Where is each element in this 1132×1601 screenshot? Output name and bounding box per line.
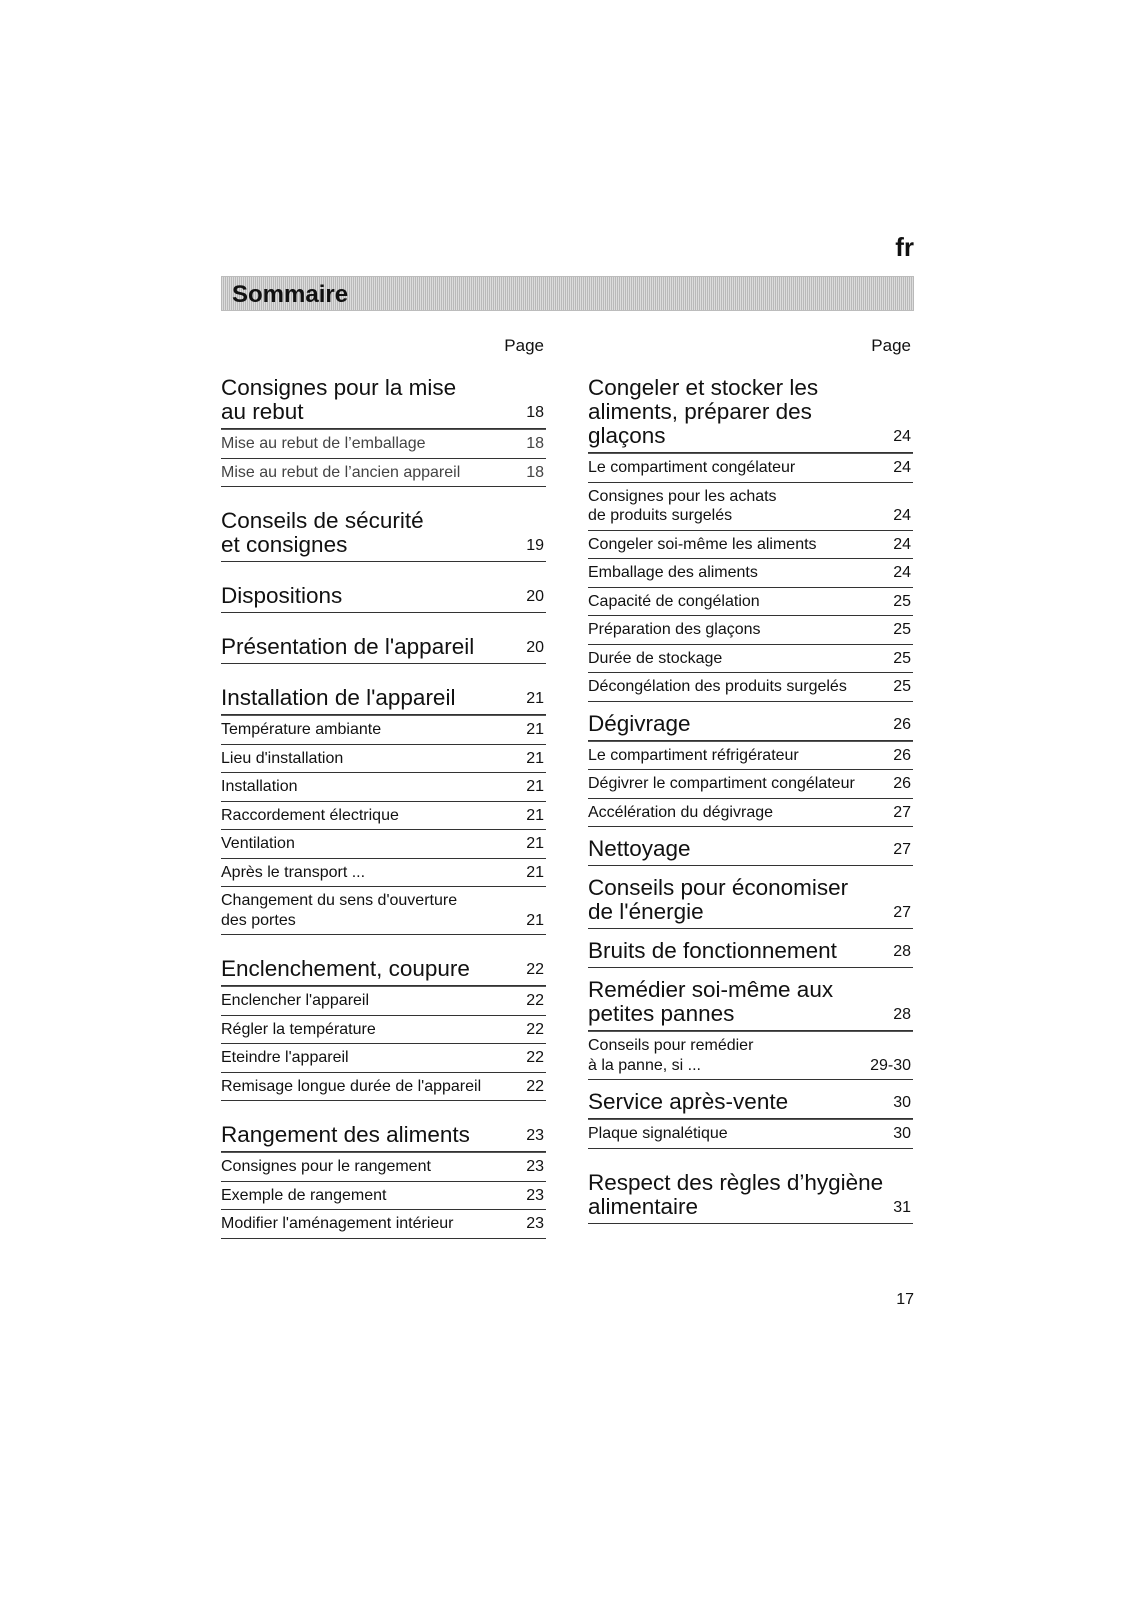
section-title: Consignes pour la mise au rebut	[221, 375, 457, 424]
entry-page-number: 24	[893, 564, 911, 581]
toc-entry	[588, 483, 913, 531]
section-title: Présentation de l'appareil	[221, 634, 475, 659]
toc-entry	[221, 859, 546, 888]
entry-title: Changement du sens d'ouverture des portes	[221, 892, 458, 929]
toc-entry	[221, 1210, 546, 1239]
toc-entry	[221, 429, 546, 459]
toc-entry	[221, 830, 546, 859]
entry-title: Congeler soi-même les aliments	[588, 535, 817, 553]
toc-entry	[221, 1044, 546, 1073]
language-code: fr	[895, 232, 914, 262]
entry-title: Le compartiment congélateur	[588, 459, 796, 476]
entry-page-number: 25	[893, 678, 911, 695]
entry-title: Exemple de rangement	[221, 1186, 387, 1204]
page-title: Sommaire	[232, 281, 349, 308]
entry-title: Température ambiante	[221, 721, 382, 738]
entry-title: Lieu d'installation	[221, 749, 344, 767]
entry-title: Remisage longue durée de l'appareil	[221, 1077, 482, 1095]
entry-page-number: 20	[526, 639, 544, 656]
entry-page-number: 25	[893, 592, 911, 610]
toc-entry	[588, 588, 913, 617]
entry-title: Mise au rebut de l’emballage	[221, 435, 426, 452]
entry-page-number: 26	[893, 746, 911, 764]
entry-page-number: 21	[526, 690, 544, 707]
toc-entry	[588, 799, 913, 828]
entry-page-number: 18	[526, 435, 544, 452]
entry-title: Consignes pour le rangement	[221, 1158, 431, 1175]
entry-page-number: 26	[893, 775, 911, 792]
entry-page-number: 22	[526, 1020, 544, 1038]
toc-entry	[588, 770, 913, 799]
toc-entry	[221, 745, 546, 774]
section-title: Conseils de sécurité et consignes	[221, 508, 424, 557]
toc-entry	[588, 559, 913, 588]
entry-page-number: 19	[526, 537, 544, 554]
entry-page-number: 28	[893, 1006, 911, 1023]
entry-page-number: 29-30	[870, 1056, 911, 1074]
entry-page-number: 23	[526, 1158, 544, 1175]
toc-entry	[588, 531, 913, 560]
toc-section-heading	[588, 376, 913, 453]
entry-title: Plaque signalétique	[588, 1125, 728, 1142]
entry-page-number: 22	[526, 961, 544, 978]
toc-entry	[588, 673, 913, 702]
entry-page-number: 21	[526, 778, 544, 795]
entry-title: Capacité de congélation	[588, 592, 760, 610]
entry-page-number: 22	[526, 992, 544, 1009]
entry-page-number: 28	[893, 943, 911, 960]
toc-entry	[221, 986, 546, 1016]
entry-page-number: 21	[526, 749, 544, 767]
section-title: Remédier soi-même aux petites pannes	[588, 977, 834, 1026]
entry-page-number: 18	[526, 404, 544, 421]
toc-section-heading	[221, 1123, 546, 1152]
page-column-label: Page	[504, 336, 544, 355]
section-title: Dispositions	[221, 583, 343, 608]
section-title: Bruits de fonctionnement	[588, 938, 837, 963]
entry-page-number: 22	[526, 1077, 544, 1095]
entry-page-number: 21	[526, 863, 544, 881]
section-title: Installation de l'appareil	[221, 685, 456, 710]
toc-entry	[221, 887, 546, 935]
toc-section-heading	[221, 509, 546, 562]
toc-column-right	[588, 336, 913, 1224]
entry-title: Durée de stockage	[588, 649, 723, 667]
section-title: Conseils pour économiser de l'énergie	[588, 875, 849, 924]
entry-title: Modifier l'aménagement intérieur	[221, 1215, 454, 1232]
entry-page-number: 18	[526, 463, 544, 481]
entry-page-number: 24	[893, 507, 911, 524]
toc-entry	[588, 645, 913, 674]
toc-entry	[221, 1182, 546, 1211]
entry-title: Ventilation	[221, 835, 295, 852]
entry-page-number: 27	[893, 803, 911, 821]
toc-section-heading	[588, 837, 913, 866]
toc-entry	[221, 1152, 546, 1182]
entry-page-number: 24	[893, 535, 911, 553]
entry-page-number: 27	[893, 841, 911, 858]
entry-page-number: 22	[526, 1049, 544, 1066]
toc-section-heading	[588, 1090, 913, 1119]
entry-page-number: 27	[893, 904, 911, 921]
entry-page-number: 20	[526, 588, 544, 605]
entry-title: Régler la température	[221, 1020, 376, 1038]
entry-title: Préparation des glaçons	[588, 621, 761, 638]
section-title: Dégivrage	[588, 710, 691, 736]
toc-entry	[588, 453, 913, 483]
title-banner	[221, 276, 914, 311]
toc-entries-left	[221, 376, 546, 1239]
toc-entry	[221, 802, 546, 831]
toc-section-heading	[221, 584, 546, 613]
toc-section-heading	[588, 939, 913, 968]
toc-entry	[221, 773, 546, 802]
entry-page-number: 24	[893, 428, 911, 445]
entry-title: Accélération du dégivrage	[588, 803, 774, 821]
entry-title: Après le transport ...	[221, 863, 366, 881]
section-title: Enclenchement, coupure	[221, 956, 470, 981]
toc-section-heading	[588, 1171, 913, 1224]
toc-entry	[221, 459, 546, 488]
toc-entry	[588, 616, 913, 645]
entry-title: Dégivrer le compartiment congélateur	[588, 775, 855, 792]
toc-entry	[221, 1073, 546, 1102]
entry-page-number: 23	[526, 1215, 544, 1232]
toc-section-heading	[588, 712, 913, 741]
entry-page-number: 21	[526, 721, 544, 738]
toc-section-heading	[221, 686, 546, 715]
toc-entries-right	[588, 376, 913, 1224]
entry-page-number: 23	[526, 1127, 544, 1144]
toc-section-heading	[588, 876, 913, 929]
entry-title: Eteindre l'appareil	[221, 1049, 349, 1066]
toc-entry	[588, 741, 913, 771]
entry-title: Emballage des aliments	[588, 564, 758, 581]
entry-title: Enclencher l'appareil	[221, 992, 370, 1009]
entry-page-number: 23	[526, 1186, 544, 1204]
section-title: Rangement des aliments	[221, 1122, 470, 1147]
toc-column-left	[221, 336, 546, 1239]
toc-entry	[588, 1119, 913, 1149]
section-title: Respect des règles d’hygiène alimentaire	[588, 1169, 884, 1219]
entry-title: Consignes pour les achats de produits surgelés	[588, 487, 777, 524]
toc-section-heading	[221, 376, 546, 429]
section-title: Congeler et stocker les aliments, préparer des glaçons	[588, 375, 819, 448]
toc-entry	[588, 1031, 913, 1080]
entry-title: Raccordement électrique	[221, 806, 399, 824]
entry-page-number: 21	[526, 806, 544, 824]
toc-section-heading	[221, 957, 546, 986]
entry-page-number: 21	[526, 835, 544, 852]
toc-entry	[221, 715, 546, 745]
entry-page-number: 30	[893, 1094, 911, 1111]
entry-title: Conseils pour remédier à la panne, si ...	[588, 1037, 754, 1074]
toc-section-heading	[588, 978, 913, 1031]
entry-title: Le compartiment réfrigérateur	[588, 746, 799, 764]
toc-section-heading	[221, 635, 546, 664]
page-number: 17	[896, 1291, 914, 1308]
entry-page-number: 24	[893, 459, 911, 476]
entry-page-number: 21	[526, 911, 544, 929]
entry-page-number: 25	[893, 621, 911, 638]
entry-page-number: 26	[893, 715, 911, 733]
entry-page-number: 31	[893, 1198, 911, 1216]
toc-entry	[221, 1016, 546, 1045]
section-title: Nettoyage	[588, 836, 691, 861]
entry-title: Mise au rebut de l’ancien appareil	[221, 463, 461, 481]
section-title: Service après-vente	[588, 1089, 789, 1114]
entry-page-number: 30	[893, 1125, 911, 1142]
entry-page-number: 25	[893, 649, 911, 667]
entry-title: Installation	[221, 778, 298, 795]
entry-title: Décongélation des produits surgelés	[588, 678, 847, 695]
page-column-label: Page	[871, 336, 911, 355]
